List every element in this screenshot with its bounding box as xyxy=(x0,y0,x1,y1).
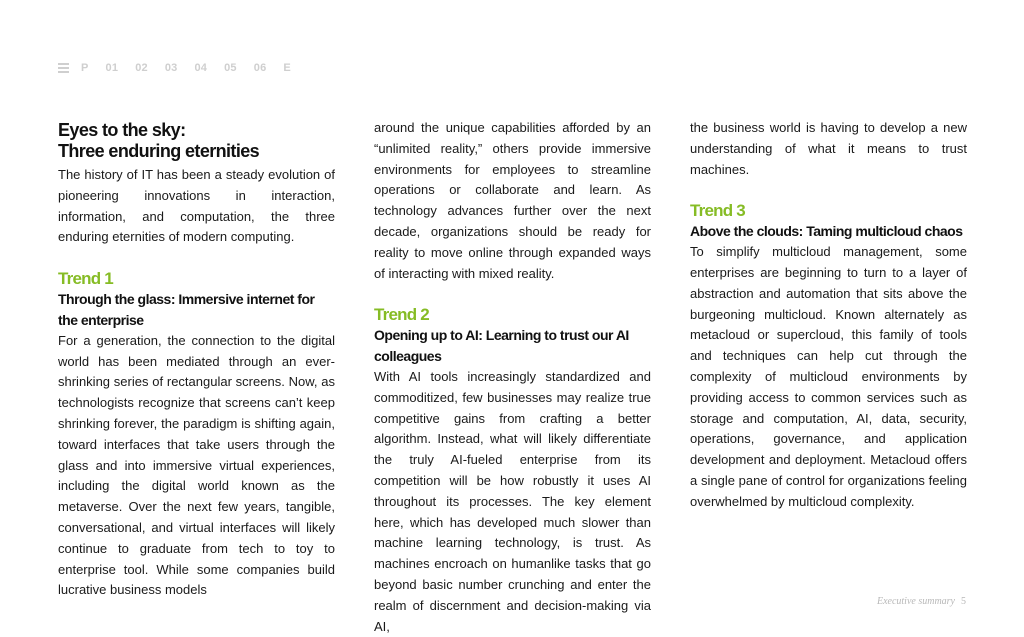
trend-3-body: To simplify multicloud management, some enterprises are beginning to turn to a layer of abstraction and automation that sits above the burgeoning multicloud. Known alternately as metacloud or supercloud, this family of tools and techniques can help cut through the complexity of multicloud environments by providing access to common services such as storage and computation, AI, data, security, operations, governance, and application development and deployment. Metacloud offers a single pane of control for organizations feeling overwhelmed by multicloud complexity. xyxy=(690,244,967,509)
trend-1-body: For a generation, the connection to the digital world has been mediated through an ever-shrinking series of rectangular screens. Now, as technologists recognize that screens can’t keep shrinking forever, the paradigm is shifting again, toward interfaces that take users through the glass and into immersive virtual experiences, including the digital world known as the metaverse. Over the next few years, tangible, conversational, and virtual interfaces will likely continue to graduate from tech to toy to enterprise tool. While some companies build lucrative business models xyxy=(58,332,335,598)
nav-item-04[interactable]: 04 xyxy=(194,62,208,74)
trend-1-body-continued: around the unique capabilities afforded by an “unlimited reality,” others provide immersive environments for employees to streamline operations or collaborate and learn. As technology advances further over the next decade, organizations should be ready for reality to move online through expanded ways of interacting with mixed reality. xyxy=(374,120,651,281)
trend-2-title: Opening up to AI: Learning to trust our AI colleagues xyxy=(374,327,629,365)
nav-item-preface[interactable]: P xyxy=(81,62,89,74)
footer-section: Executive summary xyxy=(876,596,955,607)
section-nav xyxy=(58,62,308,74)
nav-item-05[interactable]: 05 xyxy=(224,62,237,74)
column-3 xyxy=(690,118,967,513)
menu-icon[interactable] xyxy=(58,63,69,73)
trend-3-label: Trend 3 xyxy=(690,201,745,221)
column-1 xyxy=(58,118,335,601)
trend-2-label: Trend 2 xyxy=(374,305,429,325)
trend-2-body: With AI tools increasingly standardized and commoditized, few businesses may realize true competitive gains from crafting a better algorithm. Instead, what will likely differentiate the truly AI-fueled enterprise from its competition will be how robustly it uses AI throughout its processes. The key element here, which has developed much slower than machine learning technology, is trust. As machines encroach on humanlike tasks that go beyond basic number crunching and enter the realm of discernment and decision-making via AI, xyxy=(374,368,651,634)
nav-item-03[interactable]: 03 xyxy=(164,62,178,74)
trend-2-body-continued: the business world is having to develop a new understanding of what it means to trust machines. xyxy=(690,120,967,177)
nav-item-02[interactable]: 02 xyxy=(135,62,148,74)
page-footer xyxy=(877,596,966,607)
nav-item-06[interactable]: 06 xyxy=(253,62,267,74)
intro-paragraph: The history of IT has been a steady evolution of pioneering innovations in interaction, information, and computation, the three enduring eternities of modern computing. xyxy=(58,167,335,245)
nav-item-end[interactable]: E xyxy=(283,62,291,74)
nav-item-01[interactable]: 01 xyxy=(105,62,119,74)
page-number: 5 xyxy=(961,596,966,607)
page-title: Eyes to the sky: Three enduring eternities xyxy=(58,120,260,161)
trend-1-label: Trend 1 xyxy=(58,269,113,289)
column-2 xyxy=(374,118,651,637)
trend-3-title: Above the clouds: Taming multicloud chaos xyxy=(690,223,963,240)
trend-1-title: Through the glass: Immersive internet for the enterprise xyxy=(58,291,315,328)
